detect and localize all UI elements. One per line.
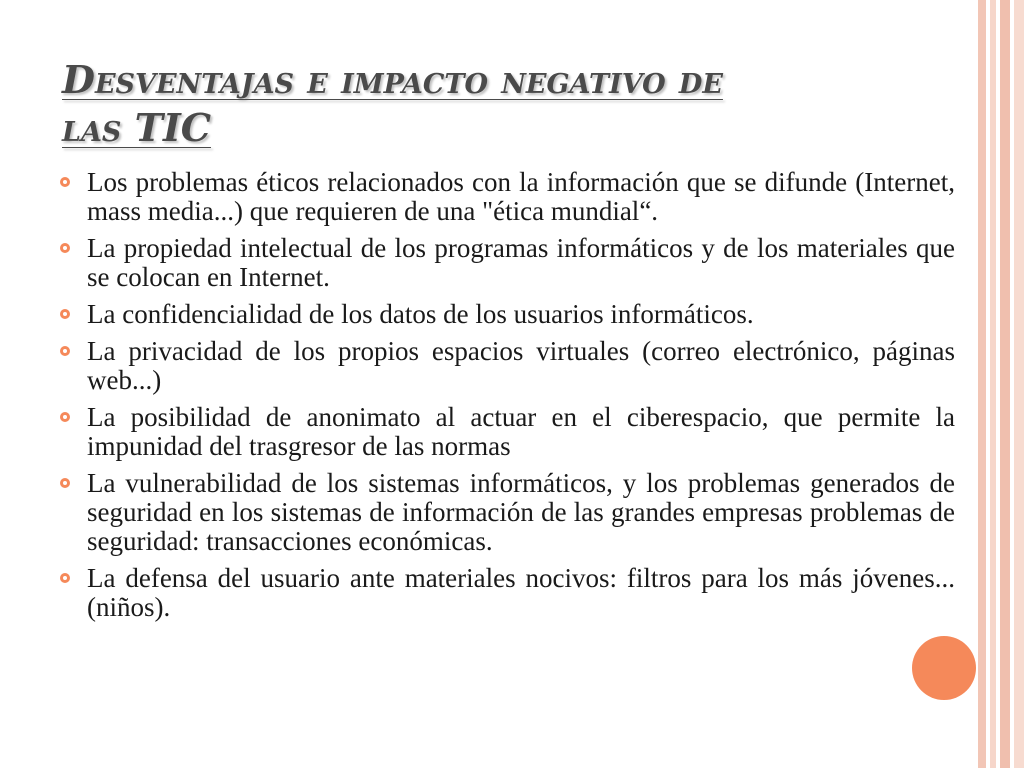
- bullet-text: La propiedad intelectual de los programas informáticos y de los materiales que se colocan en Internet.: [87, 233, 955, 292]
- bullet-icon: [60, 573, 70, 583]
- bullet-icon: [60, 478, 70, 488]
- slide-title-line-2: las TIC: [62, 105, 211, 150]
- bullet-item: [60, 168, 955, 226]
- bullet-item: [60, 564, 955, 622]
- bullet-item: [60, 300, 955, 329]
- decorative-stripe: [1014, 0, 1024, 768]
- bullet-list: [60, 168, 955, 630]
- bullet-item: [60, 469, 955, 556]
- bullet-text: La vulnerabilidad de los sistemas informáticos, y los problemas generados de seguridad en los sistemas de información de las grandes empresas problemas de seguridad: transacciones económicas.: [87, 468, 955, 556]
- decorative-stripe: [990, 0, 996, 768]
- bullet-item: [60, 234, 955, 292]
- bullet-icon: [60, 177, 70, 187]
- bullet-icon: [60, 309, 70, 319]
- bullet-text: La defensa del usuario ante materiales nocivos: filtros para los más jóvenes...(niños).: [87, 563, 955, 622]
- bullet-text: La privacidad de los propios espacios virtuales (correo electrónico, páginas web...): [87, 336, 955, 395]
- bullet-icon: [60, 346, 70, 356]
- decorative-stripe: [978, 0, 986, 768]
- bullet-text: La posibilidad de anonimato al actuar en el ciberespacio, que permite la impunidad del trasgresor de las normas: [87, 402, 955, 461]
- bullet-icon: [60, 243, 70, 253]
- bullet-text: La confidencialidad de los datos de los usuarios informáticos.: [87, 299, 754, 329]
- bullet-item: [60, 403, 955, 461]
- slide-title: [62, 56, 922, 152]
- bullet-item: [60, 337, 955, 395]
- decorative-circle: [912, 636, 976, 700]
- bullet-icon: [60, 412, 70, 422]
- bullet-text: Los problemas éticos relacionados con la información que se difunde (Internet, mass media...) que requieren de una "ética mundial“.: [87, 167, 955, 226]
- decorative-stripe: [1000, 0, 1010, 768]
- slide-title-line-1: Desventajas e impacto negativo de: [62, 57, 723, 102]
